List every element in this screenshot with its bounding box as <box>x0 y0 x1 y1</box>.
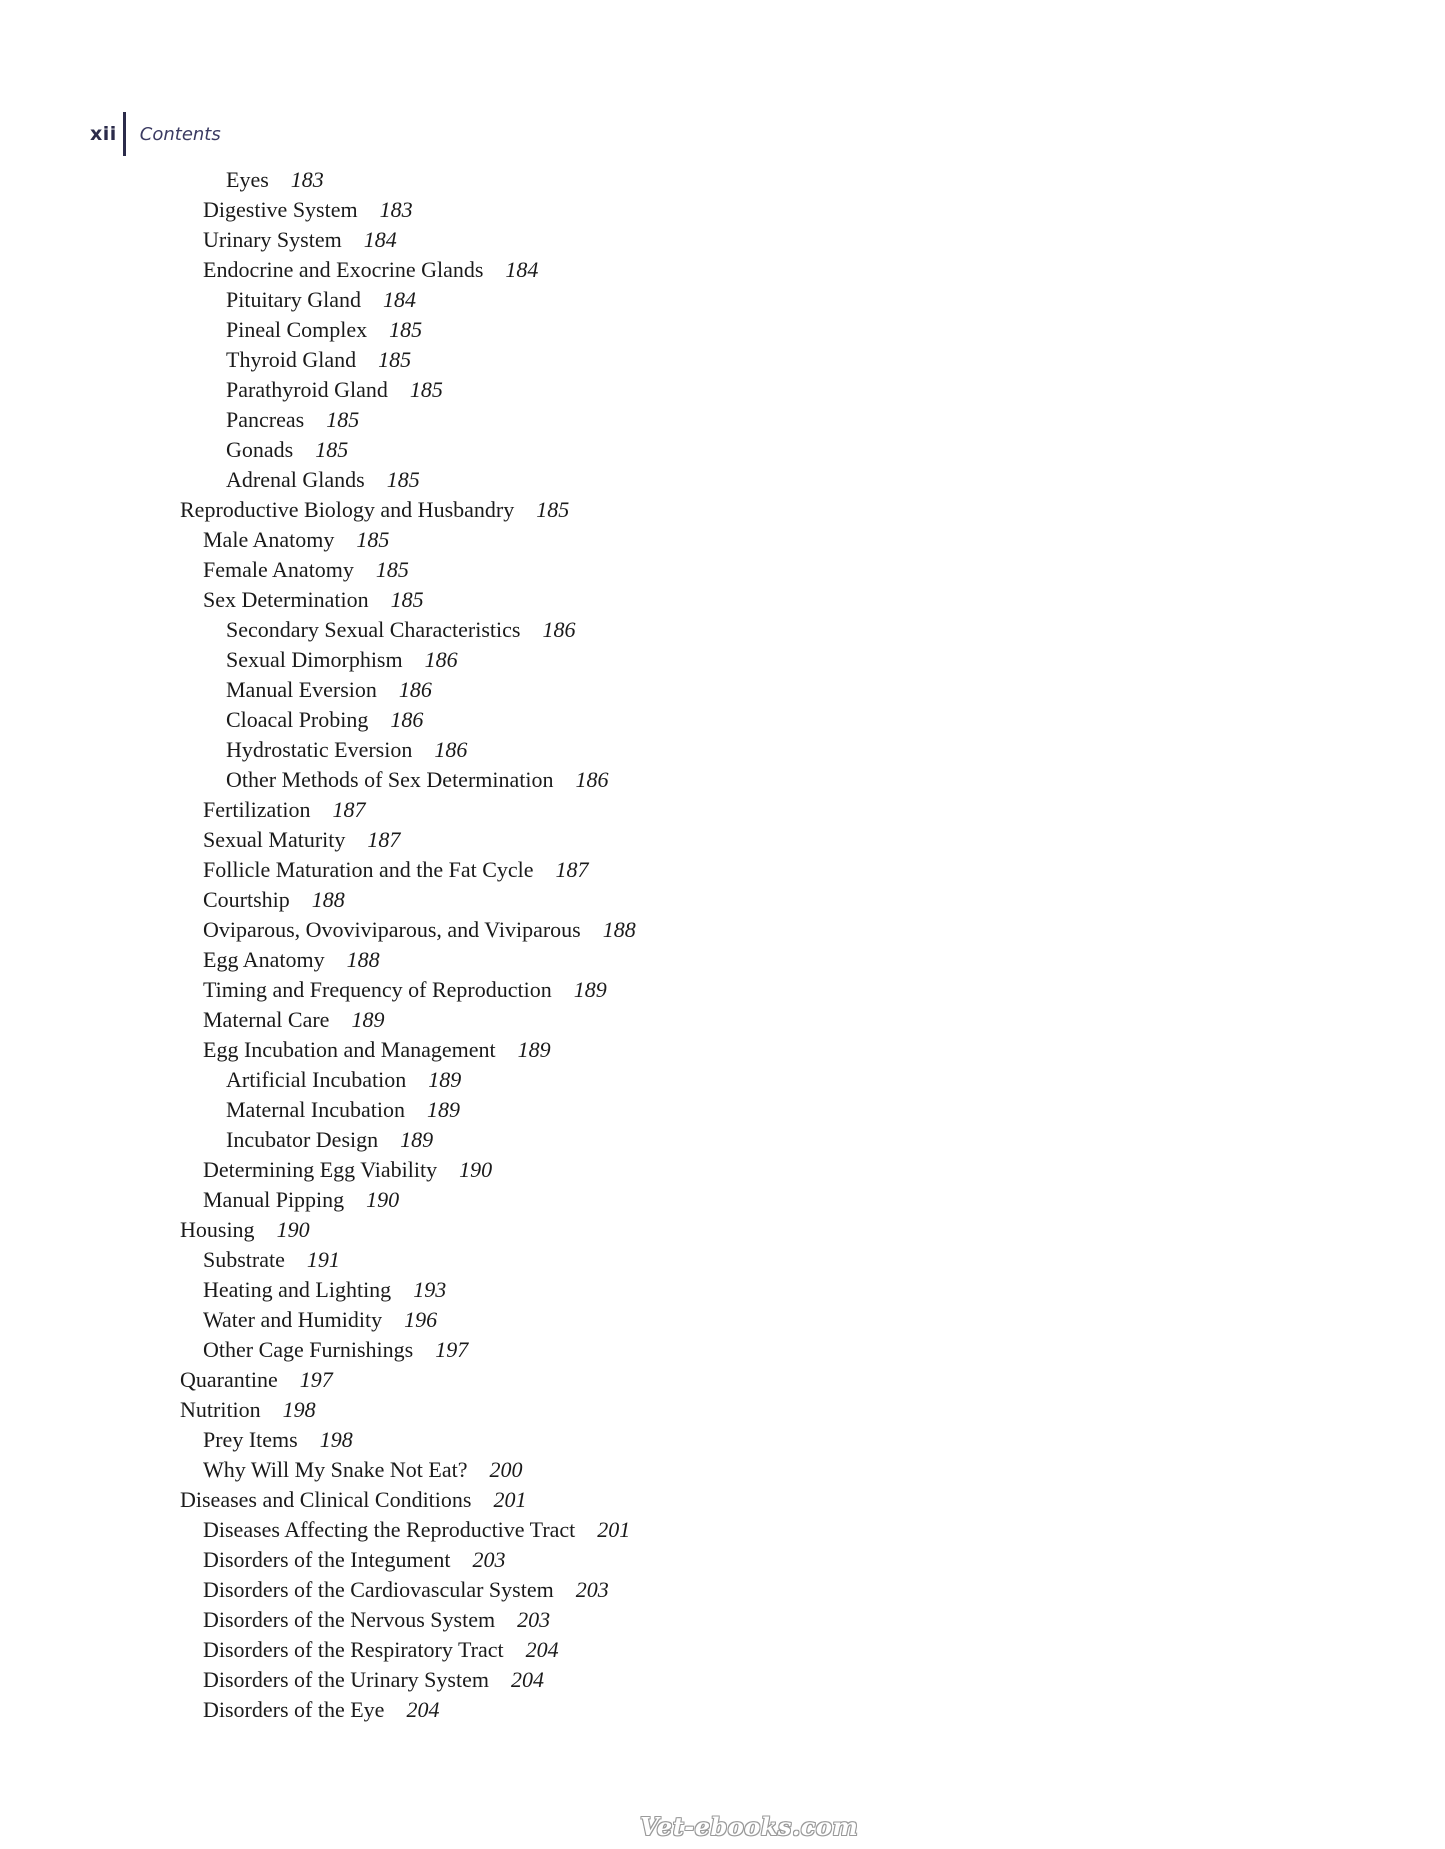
toc-entry-title: Disorders of the Eye <box>203 1697 385 1722</box>
toc-entry-title: Thyroid Gland <box>226 347 357 372</box>
toc-entry-title: Eyes <box>226 167 269 192</box>
toc-entry-title: Parathyroid Gland <box>226 377 388 402</box>
toc-entry-title: Sex Determination <box>203 587 369 612</box>
toc-entry-page: 203 <box>575 1577 609 1602</box>
toc-entry-title: Pituitary Gland <box>226 287 362 312</box>
table-of-contents <box>180 165 636 1725</box>
toc-entry-page: 189 <box>400 1127 434 1152</box>
toc-entry <box>180 525 636 555</box>
toc-entry-page: 186 <box>542 617 576 642</box>
toc-entry <box>180 345 636 375</box>
toc-entry-page: 204 <box>525 1637 559 1662</box>
toc-entry-title: Reproductive Biology and Husbandry <box>180 497 515 522</box>
toc-entry <box>180 1395 636 1425</box>
toc-entry-title: Determining Egg Viability <box>203 1157 438 1182</box>
toc-entry-title: Endocrine and Exocrine Glands <box>203 257 484 282</box>
toc-entry-page: 196 <box>404 1307 438 1332</box>
toc-entry-title: Urinary System <box>203 227 342 252</box>
toc-entry-page: 188 <box>602 917 636 942</box>
toc-entry-page: 189 <box>351 1007 385 1032</box>
toc-entry-title: Egg Anatomy <box>203 947 325 972</box>
watermark-logo: Vet-ebooks.com <box>640 1812 859 1841</box>
toc-entry <box>180 1665 636 1695</box>
toc-entry-page: 189 <box>427 1097 460 1122</box>
toc-entry-page: 190 <box>366 1187 400 1212</box>
page-header <box>90 112 221 156</box>
toc-entry-title: Sexual Maturity <box>203 827 346 852</box>
toc-entry-title: Incubator Design <box>226 1127 379 1152</box>
toc-entry-page: 187 <box>367 827 401 852</box>
toc-entry <box>180 1065 636 1095</box>
toc-entry-page: 201 <box>597 1517 631 1542</box>
toc-entry <box>180 1245 636 1275</box>
toc-entry-title: Housing <box>180 1217 255 1242</box>
toc-entry-title: Secondary Sexual Characteristics <box>226 617 521 642</box>
toc-entry <box>180 645 636 675</box>
toc-entry <box>180 495 636 525</box>
toc-entry <box>180 1575 636 1605</box>
toc-entry <box>180 375 636 405</box>
toc-entry-page: 185 <box>389 317 423 342</box>
toc-entry <box>180 285 636 315</box>
toc-entry-page: 185 <box>536 497 570 522</box>
toc-entry <box>180 1635 636 1665</box>
toc-entry-page: 187 <box>332 797 366 822</box>
toc-entry <box>180 405 636 435</box>
toc-entry-page: 198 <box>282 1397 316 1422</box>
toc-entry <box>180 1485 636 1515</box>
toc-entry-page: 197 <box>435 1337 469 1362</box>
toc-entry-page: 186 <box>575 767 609 792</box>
toc-entry <box>180 1125 636 1155</box>
toc-entry <box>180 435 636 465</box>
toc-entry-page: 189 <box>517 1037 551 1062</box>
toc-entry <box>180 1425 636 1455</box>
toc-entry-title: Courtship <box>203 887 290 912</box>
toc-entry-title: Water and Humidity <box>203 1307 383 1332</box>
toc-entry-title: Timing and Frequency of Reproduction <box>203 977 552 1002</box>
toc-entry-title: Gonads <box>226 437 294 462</box>
toc-entry <box>180 1455 636 1485</box>
toc-entry-page: 185 <box>326 407 360 432</box>
running-head: Contents <box>139 123 221 145</box>
toc-entry-title: Nutrition <box>180 1397 261 1422</box>
toc-entry <box>180 1005 636 1035</box>
toc-entry-page: 186 <box>390 707 424 732</box>
toc-entry <box>180 195 636 225</box>
toc-entry-page: 189 <box>573 977 607 1002</box>
toc-entry-title: Hydrostatic Eversion <box>226 737 413 762</box>
toc-entry-page: 203 <box>472 1547 506 1572</box>
toc-entry-page: 204 <box>510 1667 544 1692</box>
toc-entry <box>180 1545 636 1575</box>
toc-entry-page: 188 <box>346 947 380 972</box>
toc-entry <box>180 675 636 705</box>
toc-entry <box>180 1305 636 1335</box>
toc-entry-page: 183 <box>290 167 324 192</box>
toc-entry-page: 184 <box>363 227 397 252</box>
toc-entry-page: 185 <box>375 557 409 582</box>
toc-entry-title: Maternal Care <box>203 1007 330 1032</box>
toc-entry-page: 190 <box>459 1157 493 1182</box>
toc-entry-page: 191 <box>306 1247 340 1272</box>
toc-entry <box>180 1035 636 1065</box>
toc-entry-page: 189 <box>428 1067 462 1092</box>
toc-entry-title: Disorders of the Respiratory Tract <box>203 1637 504 1662</box>
toc-entry-page: 188 <box>311 887 345 912</box>
toc-entry-page: 203 <box>517 1607 551 1632</box>
toc-entry <box>180 225 636 255</box>
toc-entry-title: Artificial Incubation <box>226 1067 407 1092</box>
toc-entry <box>180 885 636 915</box>
toc-entry-title: Adrenal Glands <box>226 467 365 492</box>
toc-entry <box>180 555 636 585</box>
toc-entry <box>180 255 636 285</box>
toc-entry-page: 185 <box>315 437 349 462</box>
toc-entry-title: Digestive System <box>203 197 358 222</box>
toc-entry-page: 184 <box>383 287 417 312</box>
toc-entry-page: 186 <box>434 737 468 762</box>
toc-entry-page: 190 <box>276 1217 310 1242</box>
toc-entry <box>180 1215 636 1245</box>
header-divider <box>123 112 126 156</box>
toc-entry <box>180 1095 636 1125</box>
toc-entry-title: Female Anatomy <box>203 557 354 582</box>
toc-entry-title: Heating and Lighting <box>203 1277 392 1302</box>
toc-entry-page: 198 <box>319 1427 353 1452</box>
toc-entry-title: Diseases Affecting the Reproductive Tract <box>203 1517 576 1542</box>
toc-entry-page: 197 <box>299 1367 333 1392</box>
toc-entry-page: 193 <box>413 1277 447 1302</box>
toc-entry-title: Prey Items <box>203 1427 298 1452</box>
toc-entry <box>180 165 636 195</box>
toc-entry <box>180 795 636 825</box>
toc-entry <box>180 855 636 885</box>
toc-entry <box>180 825 636 855</box>
toc-entry <box>180 975 636 1005</box>
toc-entry <box>180 1335 636 1365</box>
toc-entry-page: 185 <box>356 527 390 552</box>
toc-entry-page: 204 <box>406 1697 440 1722</box>
toc-entry-title: Other Cage Furnishings <box>203 1337 414 1362</box>
toc-entry-page: 187 <box>555 857 589 882</box>
toc-entry-title: Egg Incubation and Management <box>203 1037 496 1062</box>
toc-entry-title: Maternal Incubation <box>226 1097 405 1122</box>
toc-entry-page: 186 <box>424 647 458 672</box>
toc-entry-title: Why Will My Snake Not Eat? <box>203 1457 468 1482</box>
toc-entry-title: Male Anatomy <box>203 527 335 552</box>
toc-entry-page: 185 <box>409 377 443 402</box>
toc-entry <box>180 615 636 645</box>
toc-entry <box>180 735 636 765</box>
toc-entry <box>180 1365 636 1395</box>
toc-entry-title: Pineal Complex <box>226 317 368 342</box>
toc-entry-page: 185 <box>390 587 424 612</box>
toc-entry-title: Sexual Dimorphism <box>226 647 403 672</box>
toc-entry-title: Disorders of the Urinary System <box>203 1667 489 1692</box>
toc-entry <box>180 915 636 945</box>
toc-entry-title: Manual Eversion <box>226 677 377 702</box>
toc-entry-title: Follicle Maturation and the Fat Cycle <box>203 857 534 882</box>
toc-entry <box>180 1185 636 1215</box>
toc-entry <box>180 1275 636 1305</box>
toc-entry <box>180 465 636 495</box>
toc-entry <box>180 1695 636 1725</box>
toc-entry-title: Other Methods of Sex Determination <box>226 767 554 792</box>
toc-entry-title: Disorders of the Integument <box>203 1547 451 1572</box>
toc-entry-title: Diseases and Clinical Conditions <box>180 1487 472 1512</box>
toc-entry-title: Manual Pipping <box>203 1187 345 1212</box>
toc-entry <box>180 315 636 345</box>
toc-entry-page: 186 <box>398 677 432 702</box>
toc-entry-page: 200 <box>489 1457 523 1482</box>
toc-entry-page: 185 <box>386 467 420 492</box>
toc-entry <box>180 585 636 615</box>
toc-entry <box>180 765 636 795</box>
toc-entry-title: Disorders of the Nervous System <box>203 1607 496 1632</box>
toc-entry-title: Disorders of the Cardiovascular System <box>203 1577 554 1602</box>
toc-entry-page: 185 <box>378 347 412 372</box>
toc-entry-page: 183 <box>379 197 413 222</box>
toc-entry <box>180 705 636 735</box>
toc-entry <box>180 1515 636 1545</box>
toc-entry-title: Fertilization <box>203 797 311 822</box>
toc-entry-page: 184 <box>505 257 539 282</box>
toc-entry-page: 201 <box>493 1487 527 1512</box>
toc-entry-title: Oviparous, Ovoviviparous, and Viviparous <box>203 917 581 942</box>
toc-entry-title: Cloacal Probing <box>226 707 369 732</box>
toc-entry <box>180 1155 636 1185</box>
toc-entry <box>180 945 636 975</box>
toc-entry-title: Pancreas <box>226 407 305 432</box>
toc-entry <box>180 1605 636 1635</box>
page-number: xii <box>90 123 117 145</box>
toc-entry-title: Quarantine <box>180 1367 278 1392</box>
toc-entry-title: Substrate <box>203 1247 285 1272</box>
